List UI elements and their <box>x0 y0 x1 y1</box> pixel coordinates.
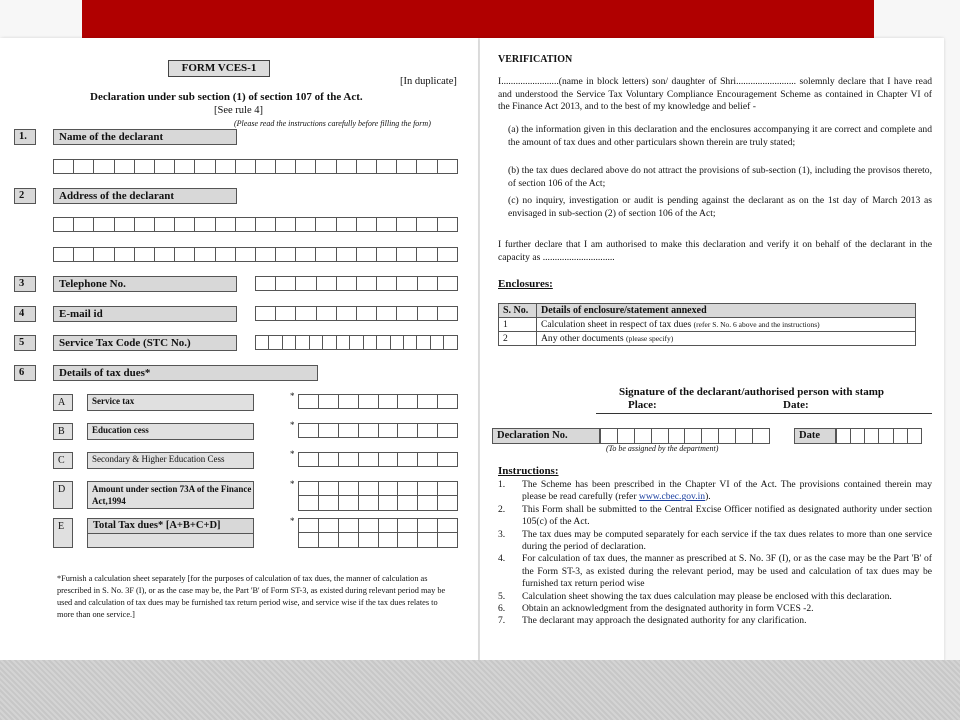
input-cell[interactable] <box>296 336 309 350</box>
input-cell[interactable] <box>316 160 336 174</box>
see-rule: [See rule 4] <box>214 105 263 116</box>
field-label-stc: Service Tax Code (STC No.) <box>53 335 237 351</box>
input-cell[interactable] <box>635 429 652 444</box>
name-input-cells[interactable] <box>53 159 458 174</box>
instruction-text-after: ). <box>705 491 711 503</box>
input-cell[interactable] <box>379 482 399 496</box>
field-number: 4 <box>14 306 36 322</box>
instruction-item <box>498 529 932 554</box>
input-cell[interactable] <box>397 307 417 321</box>
input-cell[interactable] <box>377 336 390 350</box>
field-label-name: Name of the declarant <box>53 129 237 145</box>
input-cell[interactable] <box>135 248 155 262</box>
input-cell[interactable] <box>339 482 359 496</box>
input-cell[interactable] <box>357 218 377 232</box>
clause-c: (c) no inquiry, investigation or audit is pending against the declarant as on the 1st day of March 2013 as envisaged in sub-section (2) of section 106 of the Act; <box>508 195 932 219</box>
input-cell[interactable] <box>377 277 397 291</box>
instruction-number: 1. <box>498 479 506 490</box>
asterisk-mark: * <box>290 449 295 459</box>
input-cell[interactable] <box>74 248 94 262</box>
input-cell[interactable] <box>438 248 458 262</box>
input-cell[interactable] <box>319 482 339 496</box>
input-cell[interactable] <box>438 482 458 496</box>
input-cell[interactable] <box>379 424 399 438</box>
input-cell[interactable] <box>418 307 438 321</box>
input-cell[interactable] <box>865 429 879 444</box>
input-cell[interactable] <box>296 307 316 321</box>
input-cell[interactable] <box>299 482 319 496</box>
enclosures-title: Enclosures: <box>498 278 553 290</box>
total-label-extension <box>87 533 254 548</box>
address-input-cells-line-2[interactable] <box>53 247 458 262</box>
instruction-item <box>498 615 932 627</box>
total-tax-input-cells-row-2[interactable] <box>298 533 458 548</box>
verification-text: I........................(name in block letters) son/ daughter of Shri......................... solemnly declare that I have read and understood the Service Tax Voluntary Compliance Encouragement Scheme as contained in Chapter VI of the Finance Act 2013, and to the best of my knowledge and belief - <box>498 76 932 113</box>
red-banner <box>82 0 874 38</box>
input-cell[interactable] <box>736 429 753 444</box>
read-instructions-note: (Please read the instructions carefully before filling the form) <box>234 119 431 128</box>
input-cell[interactable] <box>155 160 175 174</box>
input-cell[interactable] <box>379 519 399 533</box>
input-cell[interactable] <box>54 248 74 262</box>
field-number: 3 <box>14 276 36 292</box>
cbec-link[interactable]: www.cbec.gov.in <box>638 491 706 503</box>
further-declaration: I further declare that I am authorised to make this declaration and verify it on behalf of the declarant in the capacity as .............................. <box>498 239 932 263</box>
input-cell[interactable] <box>236 248 256 262</box>
instruction-item <box>498 479 932 504</box>
education-cess-input-cells[interactable] <box>298 423 458 438</box>
input-cell[interactable] <box>337 277 357 291</box>
field-number: 6 <box>14 365 36 381</box>
input-cell[interactable] <box>359 453 379 467</box>
input-cell[interactable] <box>319 533 339 548</box>
input-cell[interactable] <box>310 336 323 350</box>
instructions-list <box>498 479 932 628</box>
input-cell[interactable] <box>299 496 319 511</box>
input-cell[interactable] <box>357 277 377 291</box>
asterisk-mark: * <box>290 420 295 430</box>
input-cell[interactable] <box>418 519 438 533</box>
clause-a: (a) the information given in this declaration and the enclosures accompanying it are correct and complete and the amount of tax dues and other particulars shown therein are truly stated; <box>508 124 932 148</box>
input-cell[interactable] <box>155 218 175 232</box>
input-cell[interactable] <box>276 248 296 262</box>
input-cell[interactable] <box>299 424 319 438</box>
tax-item-label-she-cess: Secondary & Higher Education Cess <box>87 452 254 469</box>
input-cell[interactable] <box>418 277 438 291</box>
input-cell[interactable] <box>276 307 296 321</box>
input-cell[interactable] <box>438 307 458 321</box>
field-label-telephone: Telephone No. <box>53 276 237 292</box>
input-cell[interactable] <box>316 248 336 262</box>
input-cell[interactable] <box>418 482 438 496</box>
instruction-number: 2. <box>498 503 506 515</box>
field-label-tax-dues: Details of tax dues* <box>53 365 318 381</box>
input-cell[interactable] <box>115 160 135 174</box>
place-label: Place: <box>628 399 657 411</box>
input-cell[interactable] <box>652 429 669 444</box>
table-cell-detail <box>537 318 916 332</box>
instruction-text: The Scheme has been prescribed in the Chapter VI of the Act. The provisions contained therein may please be read carefully (refer <box>522 479 932 503</box>
input-cell[interactable] <box>236 160 256 174</box>
input-cell[interactable] <box>256 248 276 262</box>
input-cell[interactable] <box>74 160 94 174</box>
input-cell[interactable] <box>418 424 438 438</box>
table-row <box>499 318 916 332</box>
input-cell[interactable] <box>256 218 276 232</box>
enclosures-table <box>498 303 916 346</box>
input-cell[interactable] <box>337 160 357 174</box>
input-cell[interactable] <box>894 429 908 444</box>
input-cell[interactable] <box>299 533 319 548</box>
instruction-text: For calculation of tax dues, the manner as prescribed at S. No. 3F (I), or as the case may be the Part 'B' of the Form ST-3, as existed during the relevant period, may be used and calculation of tax dues may be furnished tax return period wise <box>522 553 932 590</box>
instruction-item <box>498 591 932 603</box>
input-cell[interactable] <box>418 395 438 409</box>
instruction-item <box>498 553 932 590</box>
tax-item-letter: D <box>53 481 73 509</box>
instruction-number: 4. <box>498 553 506 565</box>
input-cell[interactable] <box>417 160 437 174</box>
input-cell[interactable] <box>391 336 404 350</box>
input-cell[interactable] <box>398 453 418 467</box>
input-cell[interactable] <box>404 336 417 350</box>
input-cell[interactable] <box>337 336 350 350</box>
input-cell[interactable] <box>350 336 363 350</box>
input-cell[interactable] <box>438 496 458 511</box>
instruction-item <box>498 603 932 615</box>
tax-item-label-total: Total Tax dues* [A+B+C+D] <box>87 518 254 534</box>
input-cell[interactable] <box>339 453 359 467</box>
input-cell[interactable] <box>418 533 438 548</box>
input-cell[interactable] <box>195 248 215 262</box>
instruction-text: Obtain an acknowledgment from the designated authority in form VCES -2. <box>522 603 814 615</box>
input-cell[interactable] <box>236 218 256 232</box>
instruction-number: 6. <box>498 603 506 615</box>
instructions-title: Instructions: <box>498 465 559 477</box>
tax-item-letter: B <box>53 423 73 440</box>
table-header-row <box>499 304 916 318</box>
enclosure-detail: Any other documents <box>541 333 624 344</box>
input-cell[interactable] <box>319 453 339 467</box>
input-cell[interactable] <box>444 336 457 350</box>
tax-item-letter: C <box>53 452 73 469</box>
section-73a-input-cells-row-2[interactable] <box>298 496 458 511</box>
input-cell[interactable] <box>296 218 316 232</box>
input-cell[interactable] <box>417 218 437 232</box>
input-cell[interactable] <box>337 307 357 321</box>
instruction-text: The tax dues may be computed separately for each service if the tax dues relates to more than one service during the period of declaration. <box>522 528 932 553</box>
input-cell[interactable] <box>269 336 282 350</box>
input-cell[interactable] <box>276 218 296 232</box>
input-cell[interactable] <box>837 429 851 444</box>
input-cell[interactable] <box>317 307 337 321</box>
input-cell[interactable] <box>216 160 236 174</box>
input-cell[interactable] <box>418 496 438 511</box>
input-cell[interactable] <box>359 395 379 409</box>
input-cell[interactable] <box>135 160 155 174</box>
input-cell[interactable] <box>337 248 357 262</box>
background-band <box>0 660 960 720</box>
field-label-email: E-mail id <box>53 306 237 322</box>
input-cell[interactable] <box>377 160 397 174</box>
input-cell[interactable] <box>359 533 379 548</box>
input-cell[interactable] <box>175 218 195 232</box>
tax-item-label-education-cess: Education cess <box>87 423 254 440</box>
input-cell[interactable] <box>601 429 618 444</box>
input-cell[interactable] <box>417 336 430 350</box>
duplicate-note: [In duplicate] <box>400 76 457 87</box>
input-cell[interactable] <box>364 336 377 350</box>
input-cell[interactable] <box>379 496 399 511</box>
input-cell[interactable] <box>339 496 359 511</box>
input-cell[interactable] <box>379 533 399 548</box>
table-row <box>499 332 916 346</box>
input-cell[interactable] <box>296 277 316 291</box>
input-cell[interactable] <box>438 277 458 291</box>
declaration-no-cells[interactable] <box>600 428 770 444</box>
input-cell[interactable] <box>339 519 359 533</box>
input-cell[interactable] <box>377 218 397 232</box>
table-header-details: Details of enclosure/statement annexed <box>537 304 916 318</box>
input-cell[interactable] <box>438 519 458 533</box>
input-cell[interactable] <box>339 395 359 409</box>
input-cell[interactable] <box>397 160 417 174</box>
input-cell[interactable] <box>398 395 418 409</box>
input-cell[interactable] <box>438 395 458 409</box>
clause-b: (b) the tax dues declared above do not attract the provisions of sub-section (1), including the provisos thereto, of section 106 of the Act; <box>508 165 932 189</box>
table-cell-sno: 1 <box>499 318 537 332</box>
input-cell[interactable] <box>398 533 418 548</box>
tax-dues-footnote: *Furnish a calculation sheet separately [for the purposes of calculation of tax dues, the manner of calculation as prescribed in S. No. 3F (I), or as the case may be, the Part 'B' of Form ST-3, as existed during relevant period may be used and calculation of tax dues may be furnished tax return period wise, and service wise if the tax dues relates to more than one service.] <box>57 574 446 619</box>
input-cell[interactable] <box>319 395 339 409</box>
verification-title: VERIFICATION <box>498 54 573 65</box>
input-cell[interactable] <box>438 160 458 174</box>
input-cell[interactable] <box>379 395 399 409</box>
declaration-no-note: (To be assigned by the department) <box>606 444 719 453</box>
declaration-no-label: Declaration No. <box>492 428 600 444</box>
field-number: 1. <box>14 129 36 145</box>
input-cell[interactable] <box>216 218 236 232</box>
telephone-input-cells[interactable] <box>255 276 458 291</box>
input-cell[interactable] <box>296 160 316 174</box>
input-cell[interactable] <box>719 429 736 444</box>
input-cell[interactable] <box>851 429 865 444</box>
input-cell[interactable] <box>155 248 175 262</box>
enclosure-note: (please specify) <box>626 334 674 343</box>
input-cell[interactable] <box>359 496 379 511</box>
declaration-heading: Declaration under sub section (1) of section 107 of the Act. <box>90 91 363 103</box>
enclosure-detail: Calculation sheet in respect of tax dues <box>541 319 692 330</box>
input-cell[interactable] <box>397 218 417 232</box>
input-cell[interactable] <box>357 248 377 262</box>
input-cell[interactable] <box>256 160 276 174</box>
input-cell[interactable] <box>418 453 438 467</box>
field-label-address: Address of the declarant <box>53 188 237 204</box>
instruction-number: 5. <box>498 590 506 602</box>
input-cell[interactable] <box>256 277 276 291</box>
field-number: 2 <box>14 188 36 204</box>
input-cell[interactable] <box>256 336 269 350</box>
table-cell-sno: 2 <box>499 332 537 346</box>
date-box-label: Date <box>794 428 836 444</box>
input-cell[interactable] <box>276 277 296 291</box>
input-cell[interactable] <box>398 519 418 533</box>
input-cell[interactable] <box>339 424 359 438</box>
tax-item-letter: A <box>53 394 73 411</box>
input-cell[interactable] <box>115 248 135 262</box>
input-cell[interactable] <box>398 496 418 511</box>
input-cell[interactable] <box>319 496 339 511</box>
input-cell[interactable] <box>94 160 114 174</box>
input-cell[interactable] <box>175 248 195 262</box>
signature-line: Signature of the declarant/authorised person with stamp <box>619 386 885 398</box>
input-cell[interactable] <box>398 424 418 438</box>
input-cell[interactable] <box>397 248 417 262</box>
input-cell[interactable] <box>379 453 399 467</box>
stc-input-cells[interactable] <box>255 335 458 350</box>
input-cell[interactable] <box>685 429 702 444</box>
date-label: Date: <box>783 399 809 411</box>
input-cell[interactable] <box>908 429 922 444</box>
input-cell[interactable] <box>54 218 74 232</box>
input-cell[interactable] <box>256 307 276 321</box>
input-cell[interactable] <box>135 218 155 232</box>
input-cell[interactable] <box>319 424 339 438</box>
form-page-left <box>0 38 478 662</box>
input-cell[interactable] <box>94 218 114 232</box>
instruction-text: The declarant may approach the designated authority for any clarification. <box>522 615 807 627</box>
input-cell[interactable] <box>299 519 319 533</box>
input-cell[interactable] <box>54 160 74 174</box>
input-cell[interactable] <box>339 533 359 548</box>
input-cell[interactable] <box>431 336 444 350</box>
input-cell[interactable] <box>299 395 319 409</box>
input-cell[interactable] <box>323 336 336 350</box>
input-cell[interactable] <box>438 453 458 467</box>
enclosure-note: (refer S. No. 6 above and the instructions) <box>693 320 820 329</box>
input-cell[interactable] <box>397 277 417 291</box>
asterisk-mark: * <box>290 516 295 526</box>
input-cell[interactable] <box>359 519 379 533</box>
input-cell[interactable] <box>195 160 215 174</box>
input-cell[interactable] <box>195 218 215 232</box>
instruction-number: 7. <box>498 615 506 627</box>
table-header-sno: S. No. <box>499 304 537 318</box>
table-cell-detail <box>537 332 916 346</box>
input-cell[interactable] <box>276 160 296 174</box>
address-input-cells-line-1[interactable] <box>53 217 458 232</box>
input-cell[interactable] <box>438 533 458 548</box>
input-cell[interactable] <box>115 218 135 232</box>
input-cell[interactable] <box>702 429 719 444</box>
signature-rule <box>596 413 932 414</box>
input-cell[interactable] <box>299 453 319 467</box>
form-title: FORM VCES-1 <box>168 60 270 77</box>
input-cell[interactable] <box>175 160 195 174</box>
input-cell[interactable] <box>319 519 339 533</box>
input-cell[interactable] <box>74 218 94 232</box>
input-cell[interactable] <box>879 429 893 444</box>
input-cell[interactable] <box>359 482 379 496</box>
input-cell[interactable] <box>316 218 336 232</box>
input-cell[interactable] <box>417 248 437 262</box>
asterisk-mark: * <box>290 391 295 401</box>
input-cell[interactable] <box>283 336 296 350</box>
tax-item-label-service-tax: Service tax <box>87 394 254 411</box>
input-cell[interactable] <box>337 218 357 232</box>
service-tax-input-cells[interactable] <box>298 394 458 409</box>
input-cell[interactable] <box>753 429 770 444</box>
instruction-text: This Form shall be submitted to the Central Excise Officer notified as designated authority under section 105(c) of the Act. <box>522 503 932 528</box>
input-cell[interactable] <box>438 218 458 232</box>
instruction-item <box>498 504 932 529</box>
input-cell[interactable] <box>398 482 418 496</box>
input-cell[interactable] <box>438 424 458 438</box>
instruction-number: 3. <box>498 528 506 540</box>
asterisk-mark: * <box>290 479 295 489</box>
input-cell[interactable] <box>296 248 316 262</box>
date-input-cells[interactable] <box>836 428 922 444</box>
input-cell[interactable] <box>317 277 337 291</box>
field-number: 5 <box>14 335 36 351</box>
email-input-cells[interactable] <box>255 306 458 321</box>
tax-item-letter: E <box>53 518 73 548</box>
input-cell[interactable] <box>377 248 397 262</box>
input-cell[interactable] <box>94 248 114 262</box>
tax-item-label-section-73a: Amount under section 73A of the Finance Act,1994 <box>87 481 254 509</box>
total-tax-input-cells[interactable] <box>298 518 458 533</box>
input-cell[interactable] <box>216 248 236 262</box>
input-cell[interactable] <box>359 424 379 438</box>
input-cell[interactable] <box>669 429 686 444</box>
input-cell[interactable] <box>357 160 377 174</box>
she-cess-input-cells[interactable] <box>298 452 458 467</box>
instruction-text: Calculation sheet showing the tax dues calculation may please be enclosed with this declaration. <box>522 590 892 602</box>
input-cell[interactable] <box>377 307 397 321</box>
input-cell[interactable] <box>357 307 377 321</box>
input-cell[interactable] <box>618 429 635 444</box>
form-page-right <box>480 38 944 662</box>
section-73a-input-cells[interactable] <box>298 481 458 496</box>
